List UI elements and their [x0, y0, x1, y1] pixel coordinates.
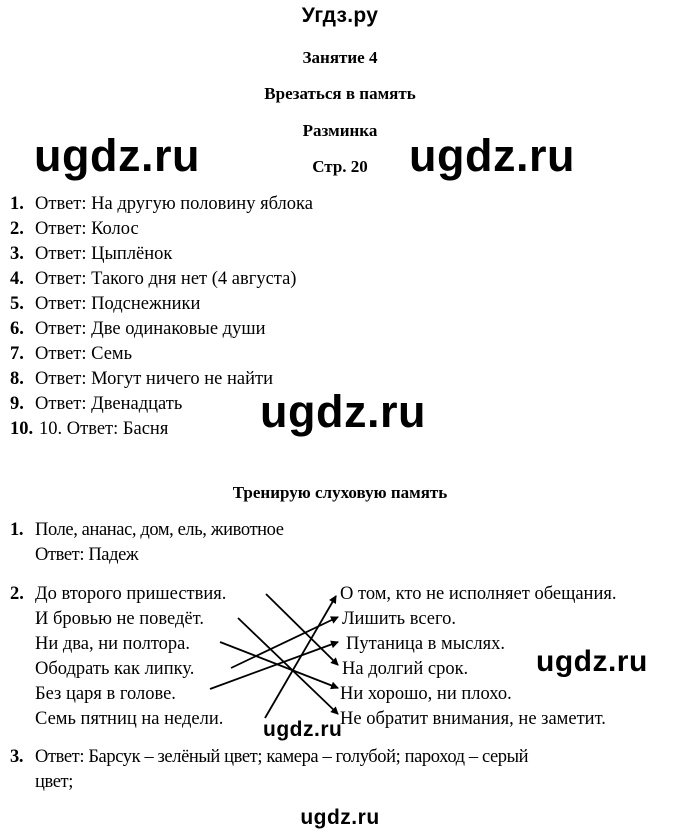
- list-item: 6. Ответ: Две одинаковые души: [10, 319, 266, 339]
- site-title: Угдз.ру: [301, 4, 379, 27]
- list-item: 8. Ответ: Могут ничего не найти: [10, 369, 273, 389]
- match-arrow-5-3: [210, 642, 338, 689]
- match-arrow-4-2: [231, 617, 338, 668]
- match-left-item: И бровью не поведёт.: [35, 609, 204, 629]
- task1-answer: Ответ: Падеж: [35, 545, 139, 565]
- watermark: ugdz.ru: [409, 130, 575, 181]
- topic-heading: Врезаться в память: [264, 84, 416, 103]
- task1-words: 1. Поле, ананас, дом, ель, животное: [10, 520, 284, 540]
- page-reference: Стр. 20: [312, 157, 368, 176]
- watermark: ugdz.ru: [263, 718, 343, 741]
- match-right-item: Путаница в мыслях.: [346, 634, 505, 654]
- list-item: 10. 10. Ответ: Басня: [10, 419, 169, 439]
- watermark: ugdz.ru: [300, 806, 380, 829]
- match-left-item: 2. До второго пришествия.: [10, 584, 227, 604]
- watermark: ugdz.ru: [34, 130, 200, 181]
- match-right-item: Ни хорошо, ни плохо.: [340, 684, 512, 704]
- match-left-item: Ни два, ни полтора.: [35, 634, 190, 654]
- list-item: 5. Ответ: Подснежники: [10, 294, 201, 314]
- match-left-item: Семь пятниц на недели.: [35, 709, 224, 729]
- list-item: 9. Ответ: Двенадцать: [10, 394, 183, 414]
- memory-section-heading: Тренирую слуховую память: [232, 483, 448, 502]
- match-left-item: Ободрать как липку.: [35, 659, 195, 679]
- match-left-item: Без царя в голове.: [35, 684, 176, 704]
- match-right-item: Не обратит внимания, не заметит.: [340, 709, 606, 729]
- match-right-item: Лишить всего.: [342, 609, 457, 629]
- list-item: 4. Ответ: Такого дня нет (4 августа): [10, 269, 297, 289]
- task3-answer: 3. Ответ: Барсук – зелёный цвет; камера – голубой; пароход – серый: [10, 747, 529, 767]
- match-right-item: О том, кто не исполняет обещания.: [340, 584, 617, 604]
- match-arrow-6-1: [265, 596, 336, 718]
- task3-answer-continued: цвет;: [35, 772, 73, 792]
- watermark: ugdz.ru: [536, 645, 648, 678]
- list-item: 2. Ответ: Колос: [10, 219, 139, 239]
- lesson-heading: Занятие 4: [302, 48, 378, 67]
- list-item: 1. Ответ: На другую половину яблока: [10, 194, 313, 214]
- match-arrow-2-6: [238, 618, 338, 714]
- list-item: 7. Ответ: Семь: [10, 344, 133, 364]
- list-item: 3. Ответ: Цыплёнок: [10, 244, 173, 264]
- watermark: ugdz.ru: [260, 386, 426, 437]
- warmup-heading: Разминка: [302, 121, 378, 140]
- match-right-item: На долгий срок.: [342, 659, 469, 679]
